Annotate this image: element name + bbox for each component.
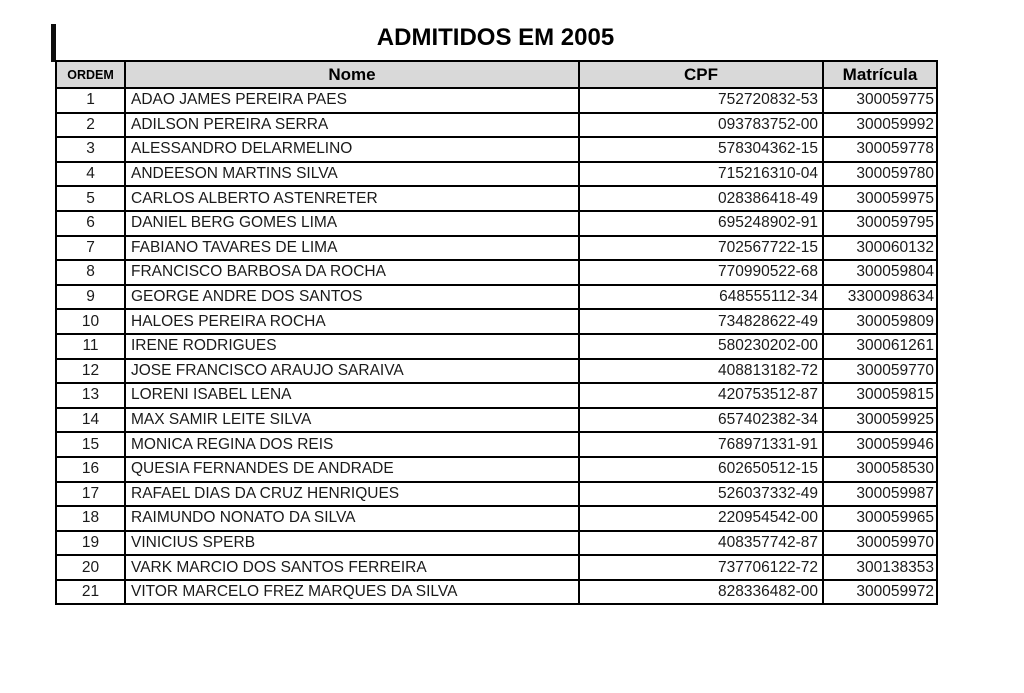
cell-cpf: 420753512-87 bbox=[579, 383, 823, 408]
cell-cpf: 602650512-15 bbox=[579, 457, 823, 482]
cell-matricula: 300059992 bbox=[823, 113, 937, 138]
column-header-nome: Nome bbox=[125, 61, 579, 88]
cell-matricula: 300059770 bbox=[823, 359, 937, 384]
cell-ordem: 9 bbox=[56, 285, 125, 310]
cell-ordem: 4 bbox=[56, 162, 125, 187]
cell-nome: DANIEL BERG GOMES LIMA bbox=[125, 211, 579, 236]
cell-nome: QUESIA FERNANDES DE ANDRADE bbox=[125, 457, 579, 482]
cell-cpf: 737706122-72 bbox=[579, 555, 823, 580]
cell-ordem: 1 bbox=[56, 88, 125, 113]
cell-cpf: 828336482-00 bbox=[579, 580, 823, 605]
cell-ordem: 19 bbox=[56, 531, 125, 556]
cell-nome: VARK MARCIO DOS SANTOS FERREIRA bbox=[125, 555, 579, 580]
table-row bbox=[56, 555, 937, 580]
cell-ordem: 7 bbox=[56, 236, 125, 261]
table-row bbox=[56, 137, 937, 162]
cell-nome: MONICA REGINA DOS REIS bbox=[125, 432, 579, 457]
table-row bbox=[56, 359, 937, 384]
cell-nome: ALESSANDRO DELARMELINO bbox=[125, 137, 579, 162]
cell-ordem: 14 bbox=[56, 408, 125, 433]
cell-ordem: 11 bbox=[56, 334, 125, 359]
cell-matricula: 300059925 bbox=[823, 408, 937, 433]
cell-cpf: 526037332-49 bbox=[579, 482, 823, 507]
cell-cpf: 408813182-72 bbox=[579, 359, 823, 384]
table-row bbox=[56, 482, 937, 507]
cell-ordem: 12 bbox=[56, 359, 125, 384]
cell-ordem: 16 bbox=[56, 457, 125, 482]
table-row bbox=[56, 531, 937, 556]
table-row bbox=[56, 186, 937, 211]
cell-ordem: 10 bbox=[56, 309, 125, 334]
cell-cpf: 408357742-87 bbox=[579, 531, 823, 556]
cell-matricula: 300059804 bbox=[823, 260, 937, 285]
cell-matricula: 300060132 bbox=[823, 236, 937, 261]
cell-matricula: 300059815 bbox=[823, 383, 937, 408]
cell-matricula: 300059987 bbox=[823, 482, 937, 507]
cell-nome: RAIMUNDO NONATO DA SILVA bbox=[125, 506, 579, 531]
cell-matricula: 300059778 bbox=[823, 137, 937, 162]
cell-matricula: 3300098634 bbox=[823, 285, 937, 310]
cell-nome: GEORGE ANDRE DOS SANTOS bbox=[125, 285, 579, 310]
table-body bbox=[56, 88, 937, 604]
table-row bbox=[56, 113, 937, 138]
cell-cpf: 702567722-15 bbox=[579, 236, 823, 261]
cell-nome: CARLOS ALBERTO ASTENRETER bbox=[125, 186, 579, 211]
column-header-ordem: ORDEM bbox=[56, 61, 125, 88]
admitted-2005-table bbox=[55, 60, 938, 605]
cell-ordem: 2 bbox=[56, 113, 125, 138]
cell-cpf: 028386418-49 bbox=[579, 186, 823, 211]
cell-cpf: 770990522-68 bbox=[579, 260, 823, 285]
cell-nome: JOSE FRANCISCO ARAUJO SARAIVA bbox=[125, 359, 579, 384]
cell-cpf: 734828622-49 bbox=[579, 309, 823, 334]
cell-matricula: 300059975 bbox=[823, 186, 937, 211]
table-row bbox=[56, 309, 937, 334]
cell-ordem: 13 bbox=[56, 383, 125, 408]
cell-matricula: 300059965 bbox=[823, 506, 937, 531]
table-row bbox=[56, 457, 937, 482]
cell-cpf: 648555112-34 bbox=[579, 285, 823, 310]
table-header-row bbox=[56, 61, 937, 88]
cell-nome: ANDEESON MARTINS SILVA bbox=[125, 162, 579, 187]
cell-ordem: 18 bbox=[56, 506, 125, 531]
cell-nome: VITOR MARCELO FREZ MARQUES DA SILVA bbox=[125, 580, 579, 605]
cell-cpf: 578304362-15 bbox=[579, 137, 823, 162]
cell-cpf: 695248902-91 bbox=[579, 211, 823, 236]
cell-nome: FRANCISCO BARBOSA DA ROCHA bbox=[125, 260, 579, 285]
table-row bbox=[56, 236, 937, 261]
cell-ordem: 8 bbox=[56, 260, 125, 285]
cell-cpf: 768971331-91 bbox=[579, 432, 823, 457]
cell-nome: FABIANO TAVARES DE LIMA bbox=[125, 236, 579, 261]
table-row bbox=[56, 506, 937, 531]
cell-nome: ADILSON PEREIRA SERRA bbox=[125, 113, 579, 138]
column-header-cpf: CPF bbox=[579, 61, 823, 88]
table-row bbox=[56, 432, 937, 457]
cell-nome: RAFAEL DIAS DA CRUZ HENRIQUES bbox=[125, 482, 579, 507]
table-row bbox=[56, 334, 937, 359]
cell-cpf: 715216310-04 bbox=[579, 162, 823, 187]
column-header-matricula: Matrícula bbox=[823, 61, 937, 88]
table-row bbox=[56, 88, 937, 113]
cell-ordem: 5 bbox=[56, 186, 125, 211]
cell-ordem: 15 bbox=[56, 432, 125, 457]
cell-matricula: 300061261 bbox=[823, 334, 937, 359]
cell-cpf: 093783752-00 bbox=[579, 113, 823, 138]
table-row bbox=[56, 260, 937, 285]
cell-nome: MAX SAMIR LEITE SILVA bbox=[125, 408, 579, 433]
cell-cpf: 220954542-00 bbox=[579, 506, 823, 531]
cell-matricula: 300058530 bbox=[823, 457, 937, 482]
cell-ordem: 3 bbox=[56, 137, 125, 162]
cell-cpf: 580230202-00 bbox=[579, 334, 823, 359]
table-row bbox=[56, 383, 937, 408]
cell-nome: ADAO JAMES PEREIRA PAES bbox=[125, 88, 579, 113]
cell-nome: HALOES PEREIRA ROCHA bbox=[125, 309, 579, 334]
cell-matricula: 300059809 bbox=[823, 309, 937, 334]
table-row bbox=[56, 211, 937, 236]
cell-matricula: 300059780 bbox=[823, 162, 937, 187]
table-row bbox=[56, 580, 937, 605]
cell-nome: LORENI ISABEL LENA bbox=[125, 383, 579, 408]
cell-ordem: 21 bbox=[56, 580, 125, 605]
cell-cpf: 752720832-53 bbox=[579, 88, 823, 113]
cell-ordem: 6 bbox=[56, 211, 125, 236]
table-row bbox=[56, 408, 937, 433]
cell-matricula: 300059972 bbox=[823, 580, 937, 605]
cell-ordem: 17 bbox=[56, 482, 125, 507]
cell-matricula: 300059775 bbox=[823, 88, 937, 113]
cell-nome: IRENE RODRIGUES bbox=[125, 334, 579, 359]
cell-matricula: 300059795 bbox=[823, 211, 937, 236]
cell-matricula: 300138353 bbox=[823, 555, 937, 580]
page-title: ADMITIDOS EM 2005 bbox=[376, 24, 615, 51]
table-row bbox=[56, 162, 937, 187]
table-row bbox=[56, 285, 937, 310]
cell-ordem: 20 bbox=[56, 555, 125, 580]
cell-matricula: 300059970 bbox=[823, 531, 937, 556]
cell-cpf: 657402382-34 bbox=[579, 408, 823, 433]
cell-matricula: 300059946 bbox=[823, 432, 937, 457]
cell-nome: VINICIUS SPERB bbox=[125, 531, 579, 556]
